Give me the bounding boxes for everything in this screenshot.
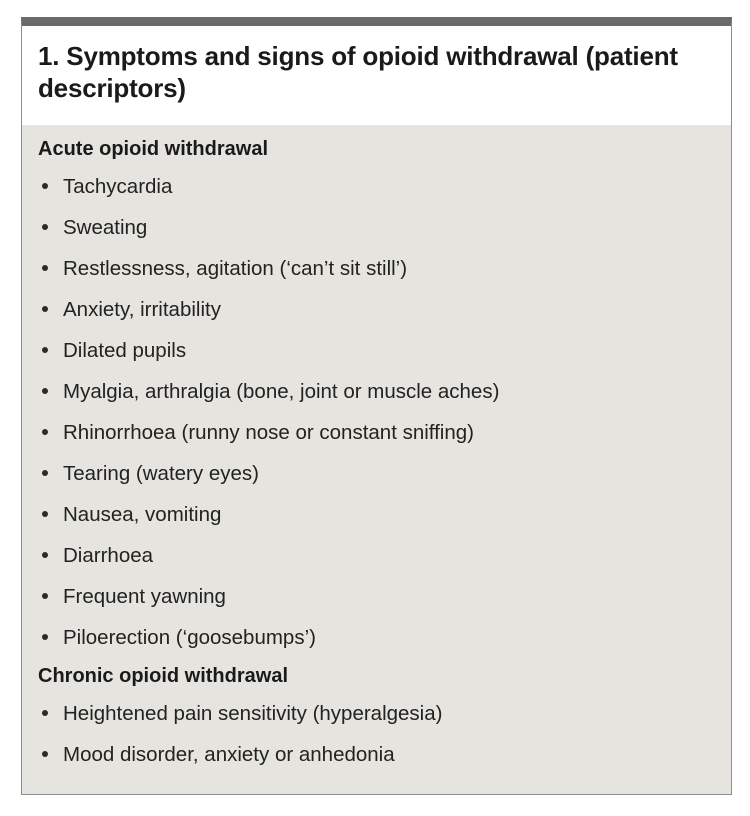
acute-symptom-item: [38, 248, 731, 289]
acute-symptom-item: [38, 207, 731, 248]
acute-symptom-text: Sweating: [63, 216, 148, 239]
box-title: 1. Symptoms and signs of opioid withdrawal (patient descriptors): [38, 41, 678, 103]
acute-symptom-item: [38, 289, 731, 330]
acute-symptom-list: [38, 166, 731, 658]
acute-symptom-text: Tearing (watery eyes): [63, 462, 259, 485]
bullet-icon: [42, 388, 48, 394]
acute-symptom-text: Dilated pupils: [63, 339, 187, 362]
symptoms-box: [21, 17, 732, 795]
acute-symptom-text: Tachycardia: [63, 175, 173, 198]
chronic-symptom-item: [38, 734, 731, 775]
acute-symptom-item: [38, 166, 731, 207]
bullet-icon: [42, 224, 48, 230]
acute-symptom-text: Myalgia, arthralgia (bone, joint or muscle aches): [63, 380, 500, 403]
acute-symptom-item: [38, 330, 731, 371]
acute-symptom-text: Anxiety, irritability: [63, 298, 221, 321]
chronic-symptom-list: [38, 693, 731, 775]
bullet-icon: [42, 429, 48, 435]
chronic-section-heading: Chronic opioid withdrawal: [38, 665, 288, 687]
acute-symptom-item: [38, 576, 731, 617]
acute-symptom-text: Diarrhoea: [63, 544, 154, 567]
acute-symptom-item: [38, 371, 731, 412]
bullet-icon: [42, 183, 48, 189]
bullet-icon: [42, 265, 48, 271]
acute-symptom-text: Piloerection (‘goosebumps’): [63, 626, 316, 649]
bullet-icon: [42, 470, 48, 476]
acute-symptom-item: [38, 453, 731, 494]
acute-section-heading: Acute opioid withdrawal: [38, 138, 269, 160]
box-title-bar: [22, 26, 731, 125]
bullet-icon: [42, 634, 48, 640]
bullet-icon: [42, 347, 48, 353]
acute-symptom-text: Rhinorrhoea (runny nose or constant sniffing): [63, 421, 474, 444]
bullet-icon: [42, 710, 48, 716]
chronic-symptom-text: Heightened pain sensitivity (hyperalgesia): [63, 702, 443, 725]
acute-symptom-text: Frequent yawning: [63, 585, 226, 608]
bullet-icon: [42, 552, 48, 558]
acute-symptom-text: Restlessness, agitation (‘can’t sit still’): [63, 257, 408, 280]
bullet-icon: [42, 511, 48, 517]
chronic-symptom-text: Mood disorder, anxiety or anhedonia: [63, 743, 395, 766]
acute-symptom-text: Nausea, vomiting: [63, 503, 222, 526]
box-content: [22, 125, 731, 775]
bullet-icon: [42, 751, 48, 757]
acute-symptom-item: [38, 494, 731, 535]
bullet-icon: [42, 593, 48, 599]
bullet-icon: [42, 306, 48, 312]
acute-symptom-item: [38, 412, 731, 453]
acute-symptom-item: [38, 535, 731, 576]
chronic-symptom-item: [38, 693, 731, 734]
acute-symptom-item: [38, 617, 731, 658]
